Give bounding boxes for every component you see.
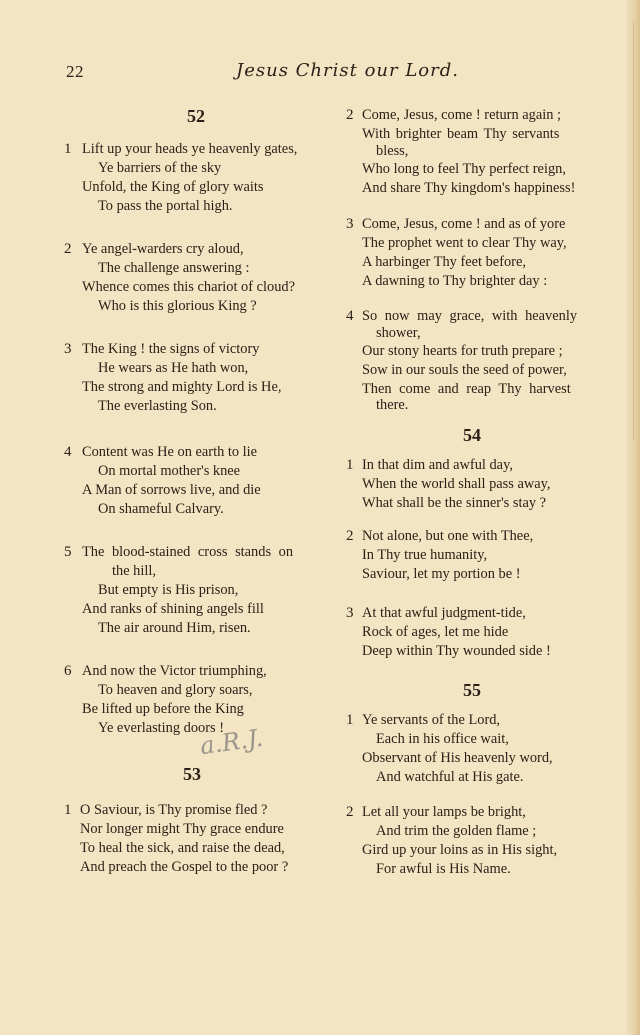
verse-line: Ye everlasting doors !: [98, 720, 225, 736]
verse-line: Come, Jesus, come ! return again ;: [362, 107, 562, 123]
page-edge-line: [633, 20, 634, 440]
verse-line: And trim the golden flame ;: [376, 823, 537, 839]
stanza-number: 1: [346, 712, 354, 728]
verse-line: The strong and mighty Lord is He,: [82, 379, 282, 395]
verse-line: there.: [376, 397, 409, 413]
verse-line: The challenge answering :: [98, 260, 250, 276]
verse-line: Content was He on earth to lie: [82, 444, 258, 460]
verse-line: shower,: [376, 325, 421, 341]
verse-line: A dawning to Thy brighter day :: [362, 273, 548, 289]
verse-line: Lift up your heads ye heavenly gates,: [82, 141, 298, 157]
verse-line: Nor longer might Thy grace endure: [80, 821, 284, 837]
stanza-number: 5: [64, 544, 72, 560]
verse-line: Ye angel-warders cry aloud,: [82, 241, 244, 257]
stanza-number: 4: [64, 444, 72, 460]
verse-line: In that dim and awful day,: [362, 457, 513, 473]
verse-line: Saviour, let my portion be !: [362, 566, 521, 582]
verse-line: Deep within Thy wounded side !: [362, 643, 551, 659]
verse-line: Rock of ages, let me hide: [362, 624, 509, 640]
verse-line: So now may grace, with heavenly: [362, 308, 578, 324]
stanza-number: 3: [346, 216, 354, 232]
verse-line: Our stony hearts for truth prepare ;: [362, 343, 563, 359]
stanza-number: 2: [64, 241, 72, 257]
verse-line: O Saviour, is Thy promise fled ?: [80, 802, 268, 818]
verse-line: And watchful at His gate.: [376, 769, 524, 785]
verse-line: The everlasting Son.: [98, 398, 217, 414]
stanza-number: 1: [64, 802, 72, 818]
verse-line: Not alone, but one with Thee,: [362, 528, 534, 544]
verse-line: bless,: [376, 143, 409, 159]
stanza-number: 1: [64, 141, 72, 157]
verse-line: Then come and reap Thy harvest: [362, 381, 571, 397]
verse-line: And share Thy kingdom's happiness!: [362, 180, 576, 196]
verse-line: What shall be the sinner's stay ?: [362, 495, 547, 511]
verse-line: The King ! the signs of victory: [82, 341, 260, 357]
verse-line: For awful is His Name.: [376, 861, 511, 877]
verse-line: Come, Jesus, come ! and as of yore: [362, 216, 566, 232]
handwritten-annotation: a.R.J.: [198, 723, 265, 761]
verse-line: A Man of sorrows live, and die: [82, 482, 261, 498]
verse-line: The blood-stained cross stands on: [82, 544, 294, 560]
stanza-number: 2: [346, 528, 354, 544]
verse-line: Each in his office wait,: [376, 731, 509, 747]
verse-line: On shameful Calvary.: [98, 501, 224, 517]
verse-line: And ranks of shining angels fill: [82, 601, 264, 617]
stanza-number: 4: [346, 308, 354, 324]
verse-line: the hill,: [112, 563, 156, 579]
stanza-number: 2: [346, 804, 354, 820]
verse-line: Whence comes this chariot of cloud?: [82, 279, 295, 295]
stanza-number: 2: [346, 107, 354, 123]
verse-line: To heaven and glory soars,: [98, 682, 253, 698]
verse-line: At that awful judgment-tide,: [362, 605, 526, 621]
hymn-number-53: 53: [183, 764, 201, 784]
verse-line: Be lifted up before the King: [82, 701, 244, 717]
verse-line: Who long to feel Thy perfect reign,: [362, 161, 566, 177]
verse-line: And preach the Gospel to the poor ?: [80, 859, 289, 875]
stanza-number: 6: [64, 663, 72, 679]
verse-line: With brighter beam Thy servants: [362, 126, 560, 142]
verse-line: Gird up your loins as in His sight,: [362, 842, 558, 858]
stanza-number: 3: [346, 605, 354, 621]
verse-line: But empty is His prison,: [98, 582, 239, 598]
verse-line: Sow in our souls the seed of power,: [362, 362, 567, 378]
page-number: 22: [66, 62, 84, 81]
verse-line: A harbinger Thy feet before,: [362, 254, 526, 270]
stanza-number: 1: [346, 457, 354, 473]
verse-line: Ye servants of the Lord,: [362, 712, 501, 728]
stanza-number: 3: [64, 341, 72, 357]
hymn-number-54: 54: [463, 425, 481, 445]
running-title: Jesus Christ our Lord.: [236, 60, 459, 81]
verse-line: And now the Victor triumphing,: [82, 663, 267, 679]
verse-line: To pass the portal high.: [98, 198, 233, 214]
verse-line: The air around Him, risen.: [98, 620, 251, 636]
hymn-number-55: 55: [463, 680, 481, 700]
verse-line: Ye barriers of the sky: [98, 160, 222, 176]
verse-line: On mortal mother's knee: [98, 463, 241, 479]
verse-line: Observant of His heavenly word,: [362, 750, 553, 766]
verse-line: Who is this glorious King ?: [98, 298, 257, 314]
verse-line: He wears as He hath won,: [98, 360, 249, 376]
verse-line: To heal the sick, and raise the dead,: [80, 840, 285, 856]
verse-line: When the world shall pass away,: [362, 476, 551, 492]
verse-line: In Thy true humanity,: [362, 547, 488, 563]
hymn-number-52: 52: [187, 106, 205, 126]
verse-line: The prophet went to clear Thy way,: [362, 235, 567, 251]
verse-line: Unfold, the King of glory waits: [82, 179, 264, 195]
verse-line: Let all your lamps be bright,: [362, 804, 526, 820]
